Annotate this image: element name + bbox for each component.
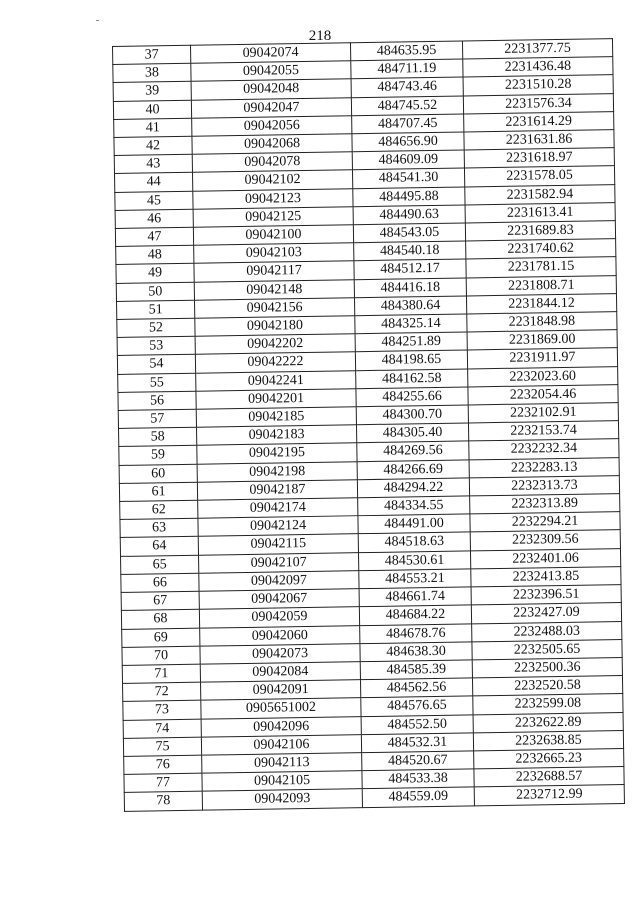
y-coordinate-cell: 2231436.48 xyxy=(463,57,613,78)
row-number-cell: 73 xyxy=(123,700,201,719)
y-coordinate-cell: 2231808.71 xyxy=(466,275,616,296)
y-coordinate-cell: 2232153.74 xyxy=(468,421,618,442)
row-number-cell: 49 xyxy=(116,264,194,283)
y-coordinate-cell: 2232638.85 xyxy=(473,730,623,751)
x-coordinate-cell: 484661.74 xyxy=(359,587,471,607)
x-coordinate-cell: 484559.09 xyxy=(362,787,474,807)
x-coordinate-cell: 484562.56 xyxy=(360,678,472,698)
point-id-cell: 09042198 xyxy=(197,461,357,482)
point-id-cell: 09042123 xyxy=(193,188,353,209)
x-coordinate-cell: 484635.95 xyxy=(350,41,462,61)
row-number-cell: 37 xyxy=(113,45,191,64)
row-number-cell: 51 xyxy=(117,300,195,319)
y-coordinate-cell: 2232505.65 xyxy=(472,639,622,660)
row-number-cell: 53 xyxy=(117,336,195,355)
y-coordinate-cell: 2232688.57 xyxy=(474,767,624,788)
point-id-cell: 09042068 xyxy=(192,134,352,155)
row-number-cell: 75 xyxy=(123,737,201,756)
point-id-cell: 09042091 xyxy=(201,680,361,701)
x-coordinate-cell: 484380.64 xyxy=(354,296,466,316)
row-number-cell: 66 xyxy=(121,573,199,592)
point-id-cell: 09042183 xyxy=(197,425,357,446)
point-id-cell: 09042187 xyxy=(197,480,357,501)
x-coordinate-cell: 484269.56 xyxy=(357,441,469,461)
y-coordinate-cell: 2231631.86 xyxy=(464,130,614,151)
row-number-cell: 65 xyxy=(121,555,199,574)
row-number-cell: 55 xyxy=(118,373,196,392)
point-id-cell: 09042056 xyxy=(192,116,352,137)
point-id-cell: 09042222 xyxy=(195,352,355,373)
y-coordinate-cell: 2231578.05 xyxy=(464,166,614,187)
y-coordinate-cell: 2232102.91 xyxy=(468,403,618,424)
row-number-cell: 59 xyxy=(119,446,197,465)
table-body xyxy=(113,39,625,811)
y-coordinate-cell: 2231377.75 xyxy=(462,39,612,60)
x-coordinate-cell: 484609.09 xyxy=(352,150,464,170)
point-id-cell: 09042195 xyxy=(197,443,357,464)
row-number-cell: 56 xyxy=(118,391,196,410)
y-coordinate-cell: 2232712.99 xyxy=(474,785,624,806)
row-number-cell: 38 xyxy=(113,63,191,82)
y-coordinate-cell: 2231911.97 xyxy=(467,348,617,369)
y-coordinate-cell: 2232313.89 xyxy=(470,494,620,515)
y-coordinate-cell: 2232232.34 xyxy=(469,439,619,460)
row-number-cell: 58 xyxy=(119,427,197,446)
x-coordinate-cell: 484540.18 xyxy=(354,241,466,261)
point-id-cell: 09042117 xyxy=(194,261,354,282)
x-coordinate-cell: 484543.05 xyxy=(353,223,465,243)
point-id-cell: 09042078 xyxy=(192,152,352,173)
point-id-cell: 09042105 xyxy=(202,771,362,792)
y-coordinate-cell: 2231510.28 xyxy=(463,75,613,96)
x-coordinate-cell: 484552.50 xyxy=(361,714,473,734)
row-number-cell: 78 xyxy=(124,792,202,811)
x-coordinate-cell: 484576.65 xyxy=(361,696,473,716)
row-number-cell: 77 xyxy=(124,773,202,792)
point-id-cell: 09042115 xyxy=(198,534,358,555)
point-id-cell: 09042047 xyxy=(191,97,351,118)
x-coordinate-cell: 484533.38 xyxy=(362,769,474,789)
y-coordinate-cell: 2231582.94 xyxy=(465,184,615,205)
y-coordinate-cell: 2232396.51 xyxy=(471,585,621,606)
row-number-cell: 46 xyxy=(115,209,193,228)
y-coordinate-cell: 2232023.60 xyxy=(468,366,618,387)
y-coordinate-cell: 2232283.13 xyxy=(469,457,619,478)
x-coordinate-cell: 484518.63 xyxy=(358,532,470,552)
y-coordinate-cell: 2231689.83 xyxy=(465,221,615,242)
x-coordinate-cell: 484745.52 xyxy=(351,96,463,116)
x-coordinate-cell: 484553.21 xyxy=(359,569,471,589)
x-coordinate-cell: 484255.66 xyxy=(356,387,468,407)
x-coordinate-cell: 484266.69 xyxy=(357,460,469,480)
point-id-cell: 09042107 xyxy=(199,552,359,573)
point-id-cell: 09042073 xyxy=(200,643,360,664)
point-id-cell: 09042096 xyxy=(201,716,361,737)
coordinate-table-container xyxy=(112,38,624,811)
point-id-cell: 09042067 xyxy=(199,589,359,610)
row-number-cell: 72 xyxy=(123,682,201,701)
point-id-cell: 09042060 xyxy=(200,625,360,646)
x-coordinate-cell: 484491.00 xyxy=(358,514,470,534)
row-number-cell: 70 xyxy=(122,646,200,665)
point-id-cell: 09042202 xyxy=(195,334,355,355)
point-id-cell: 09042084 xyxy=(200,662,360,683)
y-coordinate-cell: 2232401.06 xyxy=(470,548,620,569)
point-id-cell: 09042156 xyxy=(195,298,355,319)
point-id-cell: 09042201 xyxy=(196,389,356,410)
row-number-cell: 57 xyxy=(118,409,196,428)
y-coordinate-cell: 2231844.12 xyxy=(466,293,616,314)
y-coordinate-cell: 2231740.62 xyxy=(466,239,616,260)
y-coordinate-cell: 2231781.15 xyxy=(466,257,616,278)
row-number-cell: 50 xyxy=(116,282,194,301)
point-id-cell: 0905651002 xyxy=(201,698,361,719)
x-coordinate-cell: 484520.67 xyxy=(362,751,474,771)
x-coordinate-cell: 484162.58 xyxy=(356,369,468,389)
row-number-cell: 64 xyxy=(120,537,198,556)
x-coordinate-cell: 484711.19 xyxy=(351,59,463,79)
point-id-cell: 09042106 xyxy=(201,734,361,755)
point-id-cell: 09042093 xyxy=(202,789,362,810)
x-coordinate-cell: 484638.30 xyxy=(360,642,472,662)
y-coordinate-cell: 2231848.98 xyxy=(467,312,617,333)
row-number-cell: 60 xyxy=(119,464,197,483)
y-coordinate-cell: 2232427.09 xyxy=(471,603,621,624)
row-number-cell: 52 xyxy=(117,318,195,337)
row-number-cell: 48 xyxy=(116,245,194,264)
x-coordinate-cell: 484325.14 xyxy=(355,314,467,334)
row-number-cell: 43 xyxy=(114,154,192,173)
x-coordinate-cell: 484678.76 xyxy=(360,623,472,643)
point-id-cell: 09042174 xyxy=(198,498,358,519)
y-coordinate-cell: 2232599.08 xyxy=(473,694,623,715)
row-number-cell: 62 xyxy=(120,500,198,519)
point-id-cell: 09042100 xyxy=(193,225,353,246)
x-coordinate-cell: 484743.46 xyxy=(351,77,463,97)
point-id-cell: 09042125 xyxy=(193,207,353,228)
x-coordinate-cell: 484684.22 xyxy=(359,605,471,625)
point-id-cell: 09042059 xyxy=(199,607,359,628)
x-coordinate-cell: 484490.63 xyxy=(353,205,465,225)
row-number-cell: 47 xyxy=(115,227,193,246)
point-id-cell: 09042148 xyxy=(194,279,354,300)
point-id-cell: 09042241 xyxy=(196,370,356,391)
row-number-cell: 44 xyxy=(115,173,193,192)
row-number-cell: 42 xyxy=(114,136,192,155)
row-number-cell: 39 xyxy=(113,82,191,101)
point-id-cell: 09042074 xyxy=(190,43,350,64)
y-coordinate-cell: 2232665.23 xyxy=(474,748,624,769)
x-coordinate-cell: 484198.65 xyxy=(355,350,467,370)
row-number-cell: 76 xyxy=(124,755,202,774)
row-number-cell: 40 xyxy=(113,100,191,119)
point-id-cell: 09042103 xyxy=(194,243,354,264)
x-coordinate-cell: 484334.55 xyxy=(358,496,470,516)
x-coordinate-cell: 484656.90 xyxy=(352,132,464,152)
y-coordinate-cell: 2232294.21 xyxy=(470,512,620,533)
row-number-cell: 63 xyxy=(120,518,198,537)
x-coordinate-cell: 484300.70 xyxy=(356,405,468,425)
y-coordinate-cell: 2231613.41 xyxy=(465,202,615,223)
row-number-cell: 45 xyxy=(115,191,193,210)
point-id-cell: 09042055 xyxy=(191,61,351,82)
y-coordinate-cell: 2232309.56 xyxy=(470,530,620,551)
x-coordinate-cell: 484532.31 xyxy=(361,733,473,753)
coordinate-table xyxy=(112,38,625,811)
row-number-cell: 61 xyxy=(119,482,197,501)
row-number-cell: 71 xyxy=(122,664,200,683)
y-coordinate-cell: 2232054.46 xyxy=(468,384,618,405)
point-id-cell: 09042097 xyxy=(199,571,359,592)
row-number-cell: 69 xyxy=(122,628,200,647)
x-coordinate-cell: 484541.30 xyxy=(352,168,464,188)
y-coordinate-cell: 2231869.00 xyxy=(467,330,617,351)
point-id-cell: 09042180 xyxy=(195,316,355,337)
page-number: 218 xyxy=(308,28,332,44)
x-coordinate-cell: 484585.39 xyxy=(360,660,472,680)
y-coordinate-cell: 2232488.03 xyxy=(472,621,622,642)
x-coordinate-cell: 484294.22 xyxy=(357,478,469,498)
x-coordinate-cell: 484707.45 xyxy=(352,114,464,134)
x-coordinate-cell: 484512.17 xyxy=(354,259,466,279)
y-coordinate-cell: 2232622.89 xyxy=(473,712,623,733)
x-coordinate-cell: 484495.88 xyxy=(353,187,465,207)
x-coordinate-cell: 484530.61 xyxy=(358,551,470,571)
y-coordinate-cell: 2231576.34 xyxy=(463,93,613,114)
point-id-cell: 09042048 xyxy=(191,79,351,100)
row-number-cell: 54 xyxy=(117,355,195,374)
point-id-cell: 09042185 xyxy=(196,407,356,428)
row-number-cell: 68 xyxy=(121,609,199,628)
x-coordinate-cell: 484416.18 xyxy=(354,278,466,298)
y-coordinate-cell: 2231614.29 xyxy=(464,111,614,132)
y-coordinate-cell: 2232520.58 xyxy=(472,676,622,697)
x-coordinate-cell: 484251.89 xyxy=(355,332,467,352)
point-id-cell: 09042124 xyxy=(198,516,358,537)
row-number-cell: 67 xyxy=(121,591,199,610)
y-coordinate-cell: 2232413.85 xyxy=(471,566,621,587)
scan-mark xyxy=(96,20,99,21)
y-coordinate-cell: 2232313.73 xyxy=(469,475,619,496)
y-coordinate-cell: 2232500.36 xyxy=(472,657,622,678)
row-number-cell: 41 xyxy=(114,118,192,137)
x-coordinate-cell: 484305.40 xyxy=(356,423,468,443)
row-number-cell: 74 xyxy=(123,719,201,738)
point-id-cell: 09042113 xyxy=(202,753,362,774)
y-coordinate-cell: 2231618.97 xyxy=(464,148,614,169)
point-id-cell: 09042102 xyxy=(192,170,352,191)
